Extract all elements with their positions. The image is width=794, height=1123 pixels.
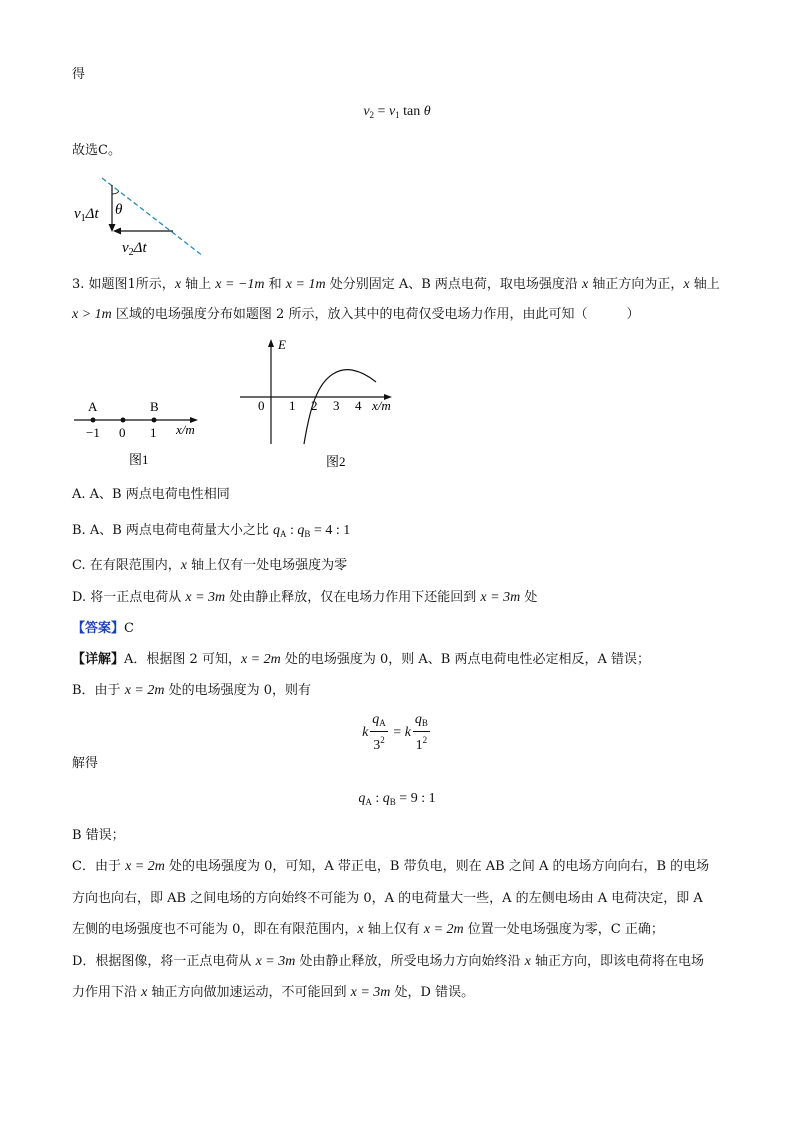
figure-2 xyxy=(236,334,406,474)
answer-tag: 【答案】 xyxy=(72,621,125,636)
fig1-tick-1: 1 xyxy=(150,425,157,440)
equation-ratio: $q_A$ : $q_B = 9$ : 1 xyxy=(358,791,436,807)
fig1-tick-m1: −1 xyxy=(86,425,100,440)
label-v1dt: $v_1\Delta t$ xyxy=(74,206,99,224)
text-jiede: 解得 xyxy=(72,756,99,771)
detail-c-3: 左侧的电场强度也不可能为 0，即在有限范围内，x 轴上仅有 x = 2m 位置一处电场强度为零，C 正确； xyxy=(72,922,664,937)
equation-coulomb: k $\frac{q_A}{3^2}$ = k $\frac{q_B}{1^2}$ xyxy=(362,712,428,753)
fig2-label-e: E xyxy=(278,337,286,352)
horizontal-arrowhead xyxy=(113,228,121,235)
fig1-label-a: A xyxy=(88,399,98,414)
figure-1 xyxy=(66,392,216,472)
fig1-axis-label: x/m xyxy=(176,422,195,437)
point-a xyxy=(91,418,96,423)
detail-tag: 【详解】 xyxy=(72,652,125,667)
text-b-wrong: B 错误； xyxy=(72,828,125,843)
question-line-2: x > 1m 区域的电场强度分布如题图 2 所示，放入其中的电荷仅受电场力作用，由此可知（ ） xyxy=(72,307,640,322)
detail-a: 【详解】A．根据图 2 可知，x = 2m 处的电场强度为 0，则 A、B 两点电荷电性必定相反，A 错误； xyxy=(72,652,650,667)
answer-line xyxy=(72,620,134,638)
fig2-caption: 图2 xyxy=(326,454,346,469)
text-choose: 故选C。 xyxy=(72,143,121,158)
fig1-tick-0: 0 xyxy=(119,425,126,440)
detail-d-2: 力作用下沿 x 轴正方向做加速运动，不可能回到 x = 3m 处，D 错误。 xyxy=(72,985,475,1000)
fig1-label-b: B xyxy=(150,399,159,414)
detail-c-1: C．由于 x = 2m 处的电场强度为 0，可知，A 带正电，B 带负电，则在 AB 之间 A 的电场方向向右，B 的电场 xyxy=(72,859,710,874)
detail-d-1: D．根据图像，将一正点电荷从 x = 3m 处由静止释放，所受电场力方向始终沿 x 轴正方向，即该电荷将在电场 xyxy=(72,954,704,969)
fig2-axis-label: x/m xyxy=(372,398,391,413)
fig2-e-arrowhead xyxy=(268,339,274,347)
fig2-tick-4: 4 xyxy=(355,398,362,413)
option-d: D. 将一正点电荷从 x = 3m 处由静止释放，仅在电场力作用下还能回到 x = 3m 处 xyxy=(72,590,538,605)
answer-value: C xyxy=(124,621,134,636)
fig2-tick-1: 1 xyxy=(289,398,296,413)
fig2-tick-2: 2 xyxy=(311,398,318,413)
angle-arc xyxy=(112,191,119,194)
text-de: 得 xyxy=(72,67,86,82)
velocity-diagram xyxy=(70,172,210,262)
option-c: C. 在有限范围内，x 轴上仅有一处电场强度为零 xyxy=(72,558,348,573)
point-o xyxy=(121,418,126,423)
detail-b: B．由于 x = 2m 处的电场强度为 0，则有 xyxy=(72,683,312,698)
question-line-1: 3. 如题图1所示，x 轴上 x = −1m 和 x = 1m 处分别固定 A、B 两点电荷，取电场强度沿 x 轴正方向为正，x 轴上 xyxy=(72,277,720,292)
label-v2dt: $v_2\Delta t$ xyxy=(122,240,147,258)
equation-v2: $v_2 = v_1$ tan θ xyxy=(363,104,431,120)
option-a: A. A、B 两点电荷电性相同 xyxy=(72,487,230,502)
option-b: B. A、B 两点电荷电荷量大小之比 $q_A$ : $q_B = 4$ : 1 xyxy=(72,523,351,539)
fig1-caption: 图1 xyxy=(129,452,149,467)
fig2-tick-0: 0 xyxy=(258,398,265,413)
point-b xyxy=(152,418,157,423)
detail-c-2: 方向也向右，即 AB 之间电场的方向始终不可能为 0，A 的电荷量大一些，A 的左侧电场由 A 电荷决定，即 A xyxy=(72,891,703,906)
fig2-tick-3: 3 xyxy=(333,398,340,413)
label-theta: θ xyxy=(115,202,123,218)
